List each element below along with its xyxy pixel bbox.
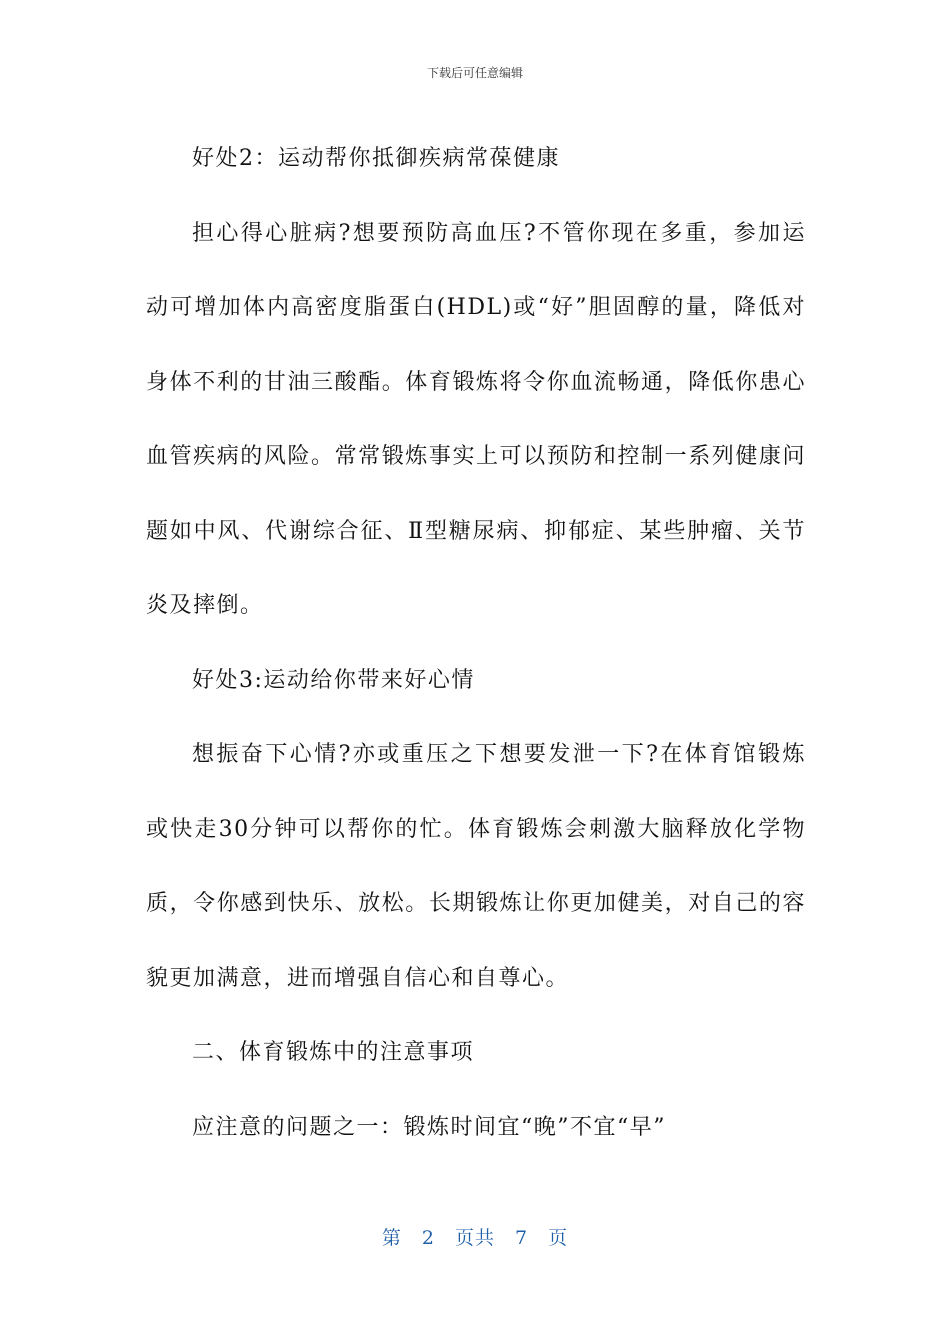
page-suffix: 页 (548, 1227, 569, 1249)
section-heading-precautions: 二、体育锻炼中的注意事项 (192, 1040, 475, 1065)
paragraph-benefit-3-text: 想振奋下心情?亦或重压之下想要发泄一下?在体育馆锻炼或快走30分钟可以帮你的忙。体育锻炼会刺激大脑释放化学物质，令你感到快乐、放松。长期锻炼让你更加健美，对自己的容貌更加满意，进而增强自信心和自尊心。 (146, 742, 806, 991)
paragraph-precaution-1: 应注意的问题之一：锻炼时间宜“晚”不宜“早” (192, 1114, 666, 1140)
page-number: 2 (421, 1227, 435, 1249)
paragraph-benefit-2-text: 担心得心脏病?想要预防高血压?不管你现在多重，参加运动可增加体内高密度脂蛋白(HDL)或“好”胆固醇的量，降低对身体不利的甘油三酸酯。体育锻炼将令你血流畅通，降低你患心血管疾病的风险。常常锻炼事实上可以预防和控制一系列健康问题如中风、代谢综合征、Ⅱ型糖尿病、抑郁症、某些肿瘤、关节炎及摔倒。 (146, 220, 806, 618)
page-total: 7 (515, 1227, 529, 1249)
document-body (146, 122, 806, 1165)
page-footer (0, 1223, 950, 1250)
page-mid: 页共 (454, 1227, 495, 1249)
page-prefix: 第 (381, 1227, 402, 1249)
paragraph-benefit-3-heading: 好处3:运动给你带来好心情 (192, 667, 475, 693)
paragraph-benefit-2-heading: 好处2：运动帮你抵御疾病常葆健康 (192, 146, 560, 171)
header-note: 下载后可任意编辑 (426, 66, 523, 80)
